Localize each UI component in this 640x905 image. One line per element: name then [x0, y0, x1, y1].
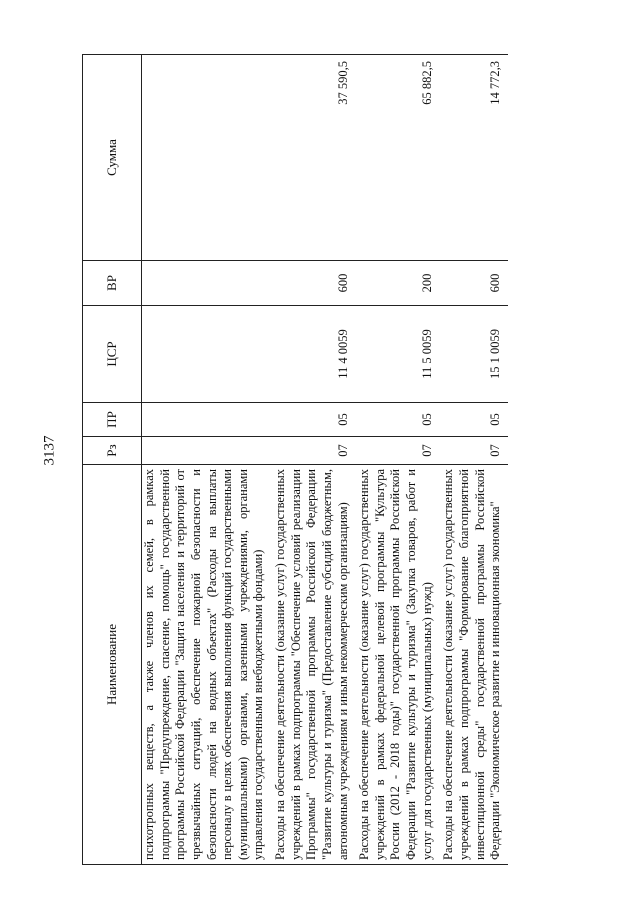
page-number-text: 3137 — [41, 435, 58, 465]
row-csr: 15 1 0059 — [439, 306, 508, 403]
table-header — [83, 55, 142, 865]
row-pr: 05 — [439, 403, 508, 437]
table-row — [142, 55, 272, 865]
row-pr — [142, 403, 272, 437]
row-csr: 11 4 0059 — [271, 306, 355, 403]
header-rz: Рз — [83, 437, 142, 465]
header-csr: ЦСР — [83, 306, 142, 403]
row-rz: 07 — [439, 437, 508, 465]
table-row — [439, 55, 508, 865]
row-pr: 05 — [271, 403, 355, 437]
row-vr: 600 — [439, 261, 508, 306]
row-rz: 07 — [355, 437, 439, 465]
row-name: Расходы на обеспечение деятельности (оказание услуг) государственных учреждений в рамках подпрограммы "Обеспечение условий реализации Программы" государственной программы Российской Федерации "Развитие культуры и туризма" (Предоставление субсидий бюджетным, автономным учреждениям и иным некоммерческим организациям) — [271, 465, 355, 865]
row-csr: 11 5 0059 — [355, 306, 439, 403]
budget-table — [82, 54, 508, 865]
row-name: психотропных веществ, а также членов их семей, в рамках подпрограммы "Предупреждение, спасение, помощь" государственной программы Российской Федерации "Защита населения и территорий от чрезвычайных ситуаций, обеспечение пожарной безопасности и безопасности людей на водных объектах" (Расходы на выплаты персоналу в целях обеспечения выполнения функций государственными (муниципальными) органами, казенными учреждениями, органами управления государственными внебюджетными фондами) — [142, 465, 272, 865]
table-row — [355, 55, 439, 865]
table-body — [142, 55, 508, 865]
header-name: Наименование — [83, 465, 142, 865]
row-name: Расходы на обеспечение деятельности (оказание услуг) государственных учреждений в рамках подпрограммы "Формирование благоприятной инвестиционной среды" государственной программы Российской Федерации "Экономическое развитие и инновационная экономика" — [439, 465, 508, 865]
row-sum — [142, 55, 272, 261]
header-sum: Сумма — [83, 55, 142, 261]
page-number — [30, 405, 70, 495]
row-vr — [142, 261, 272, 306]
table-row — [271, 55, 355, 865]
row-csr — [142, 306, 272, 403]
budget-table-sheet — [82, 55, 640, 865]
row-rz: 07 — [271, 437, 355, 465]
row-name: Расходы на обеспечение деятельности (оказание услуг) государственных учреждений в рамках федеральной целевой программы "Культура России (2012 - 2018 годы)" государственной программы Российской Федерации "Развитие культуры и туризма" (Закупка товаров, работ и услуг для государственных (муниципальных) нужд) — [355, 465, 439, 865]
header-row — [83, 55, 142, 865]
row-rz — [142, 437, 272, 465]
row-vr: 600 — [271, 261, 355, 306]
row-sum: 37 590,5 — [271, 55, 355, 261]
header-vr: ВР — [83, 261, 142, 306]
row-pr: 05 — [355, 403, 439, 437]
row-vr: 200 — [355, 261, 439, 306]
row-sum: 14 772,3 — [439, 55, 508, 261]
row-sum: 65 882,5 — [355, 55, 439, 261]
header-pr: ПР — [83, 403, 142, 437]
